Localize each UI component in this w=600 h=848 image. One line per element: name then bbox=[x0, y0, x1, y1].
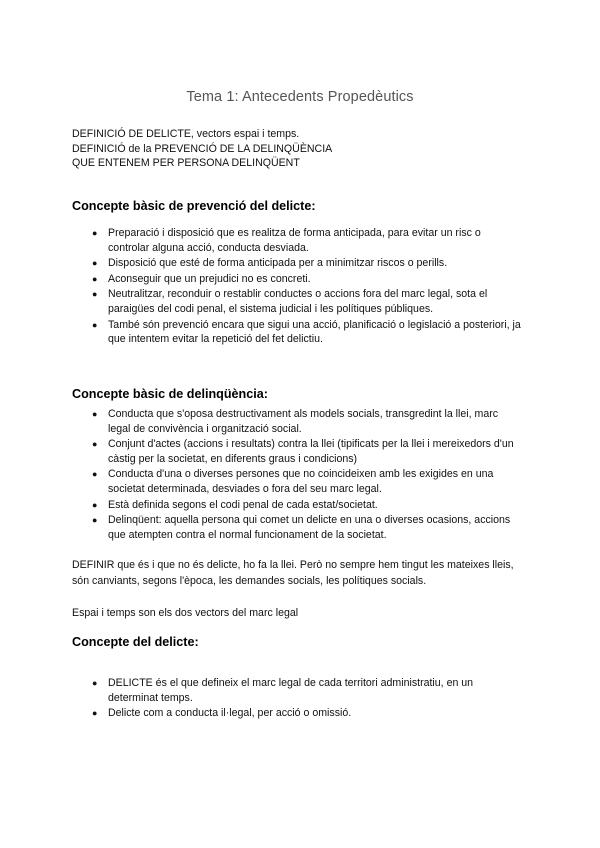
vectors-paragraph: Espai i temps son els dos vectors del marc legal bbox=[72, 607, 299, 619]
list-item-text: Preparació i disposició que es realitza de forma anticipada, para evitar un risc o controlar alguna acció, conducta desviada. bbox=[108, 227, 481, 254]
list-item-text: Conducta que s'oposa destructivament als models socials, transgredint la llei, marc legal de convivència i organització social. bbox=[108, 408, 499, 435]
list-item-text: DELICTE és el que defineix el marc legal de cada territori administratiu, en un determinat temps. bbox=[108, 677, 474, 704]
list-item bbox=[92, 676, 522, 705]
bullet-icon: ● bbox=[92, 469, 98, 480]
bullet-icon: ● bbox=[92, 708, 98, 719]
bullet-icon: ● bbox=[92, 258, 98, 269]
prevention-list bbox=[92, 226, 522, 348]
bullet-icon: ● bbox=[92, 273, 98, 284]
section-heading-delinquency: Concepte bàsic de delinqüència: bbox=[72, 387, 268, 401]
bullet-icon: ● bbox=[92, 228, 98, 238]
list-item-text: Delicte com a conducta il·legal, per acció o omissió. bbox=[108, 707, 352, 720]
list-item bbox=[92, 226, 522, 255]
intro-block bbox=[72, 127, 532, 171]
list-item bbox=[92, 437, 522, 466]
section-heading-prevention: Concepte bàsic de prevenció del delicte: bbox=[72, 199, 316, 213]
list-item-text: Està definida segons el codi penal de cada estat/societat. bbox=[108, 498, 378, 511]
bullet-icon: ● bbox=[92, 515, 98, 526]
section-heading-crime: Concepte del delicte: bbox=[72, 635, 199, 649]
crime-list bbox=[92, 676, 522, 722]
definition-paragraph: DEFINIR que és i que no és delicte, ho fa la llei. Però no sempre hem tingut les mateixes lleis, són canviants, segons l'època, les demandes socials, les polítiques socials. bbox=[72, 559, 514, 587]
intro-line: QUE ENTENEM PER PERSONA DELINQÜENT bbox=[72, 157, 300, 169]
list-item-text: Aconseguir que un prejudici no es concreti. bbox=[108, 272, 311, 285]
list-item-text: Disposició que esté de forma anticipada per a minimitzar riscos o perills. bbox=[108, 257, 448, 270]
list-item bbox=[92, 498, 522, 513]
bullet-icon: ● bbox=[92, 499, 98, 510]
bullet-icon: ● bbox=[92, 439, 98, 450]
list-item bbox=[92, 467, 522, 496]
list-item bbox=[92, 407, 522, 436]
bullet-icon: ● bbox=[92, 319, 98, 330]
bullet-icon: ● bbox=[92, 678, 98, 688]
intro-line: DEFINICIÓ DE DELICTE, vectors espai i temps. bbox=[72, 128, 300, 140]
list-item-text: Conjunt d'actes (accions i resultats) contra la llei (tipificats per la llei i mereixedors d'un càstig per la societat, en diferents graus i condicions) bbox=[108, 438, 514, 465]
list-item bbox=[92, 318, 522, 347]
list-item bbox=[92, 256, 522, 271]
list-item-text: Delinqüent: aquella persona qui comet un delicte en una o diverses ocasions, accions que atempten contra el normal funcionament de la societat. bbox=[108, 514, 511, 541]
list-item-text: També són prevenció encara que sigui una acció, planificació o legislació a posteriori, ja que intentem evitar la repetició del fet delictiu. bbox=[108, 318, 521, 346]
bullet-icon: ● bbox=[92, 289, 98, 300]
list-item bbox=[92, 706, 522, 721]
bullet-icon: ● bbox=[92, 409, 98, 419]
list-item bbox=[92, 272, 522, 287]
delinquency-list bbox=[92, 407, 522, 543]
document-title: Tema 1: Antecedents Propedèutics bbox=[186, 89, 414, 105]
list-item bbox=[92, 513, 522, 542]
list-item-text: Conducta d'una o diverses persones que no coincideixen amb les exigides en una societat determinada, desviades o fora del seu marc legal. bbox=[108, 468, 494, 495]
intro-line: DEFINICIÓ de la PREVENCIÓ DE LA DELINQÜÈNCIA bbox=[72, 142, 333, 155]
list-item-text: Neutralitzar, reconduir o restablir conductes o accions fora del marc legal, sota el paraigües del codi penal, el sistema judicial i les polítiques públiques. bbox=[108, 288, 488, 315]
list-item bbox=[92, 287, 522, 316]
